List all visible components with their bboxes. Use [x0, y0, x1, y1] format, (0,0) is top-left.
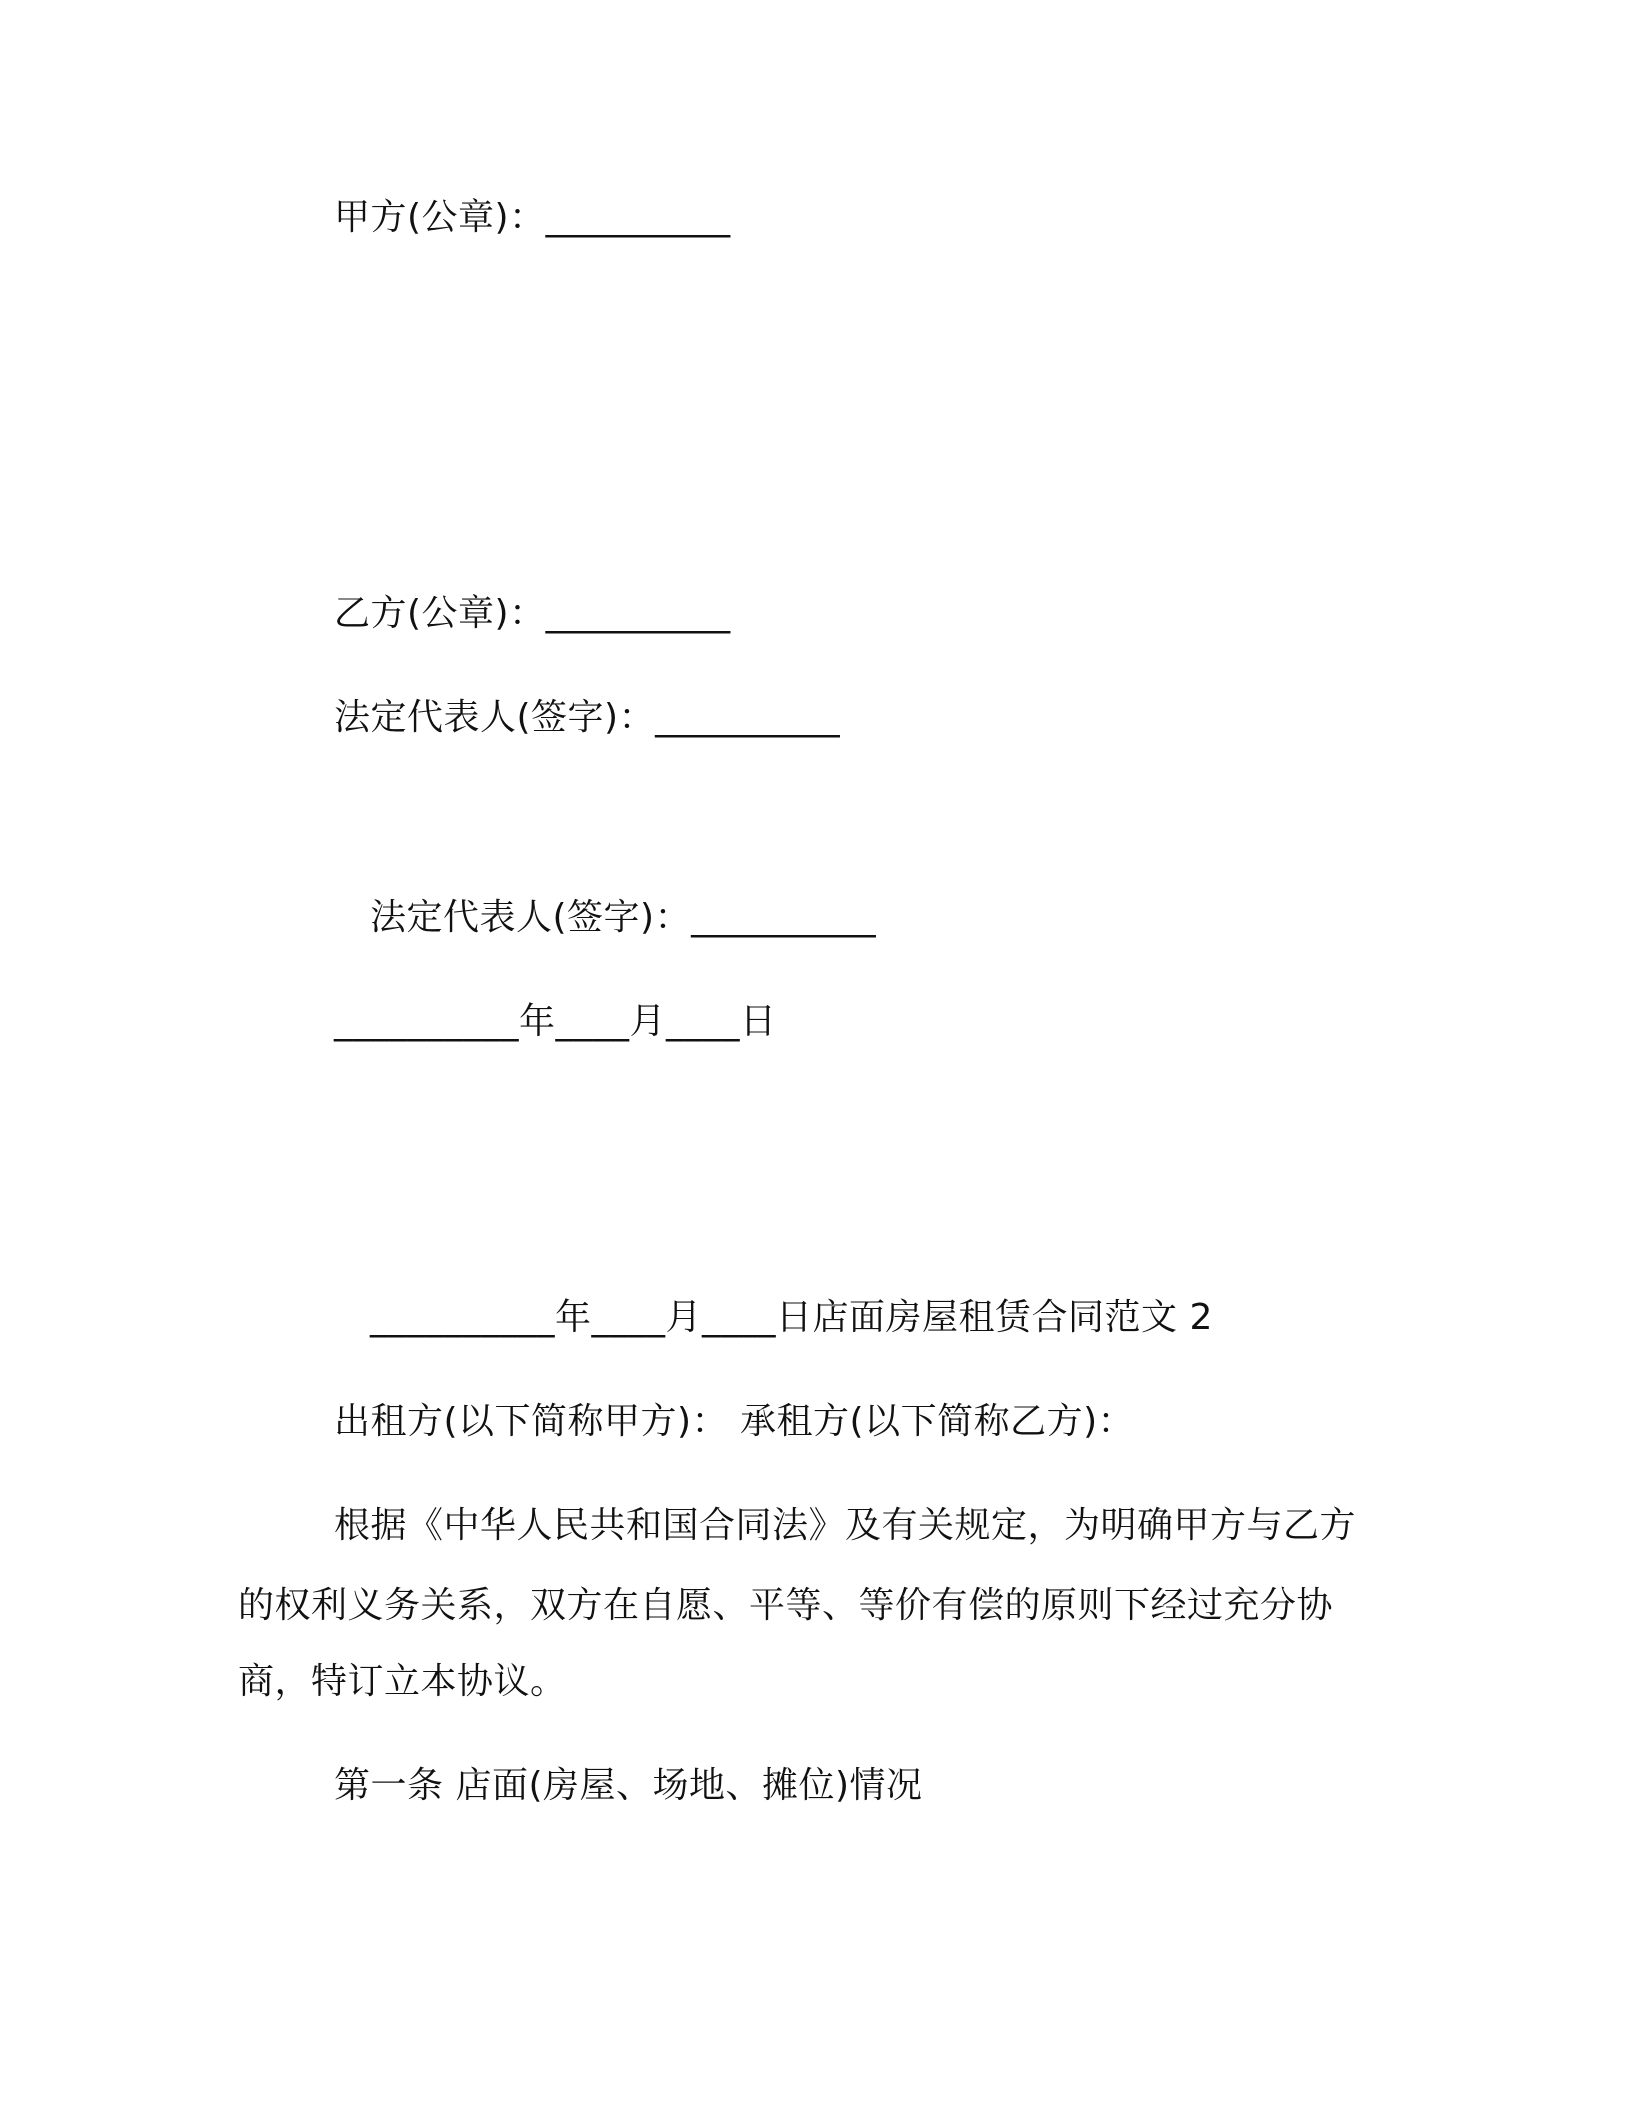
preamble-line-2: 的权利义务关系，双方在自愿、平等、等价有偿的原则下经过充分协 [238, 1585, 1334, 1626]
parties-line: 出租方(以下简称甲方)： 承租方(以下简称乙方)： [334, 1401, 1135, 1442]
article-1-title: 第一条 店面(房屋、场地、摊位)情况 [334, 1765, 923, 1806]
preamble-line-1: 根据《中华人民共和国合同法》及有关规定，为明确甲方与乙方 [334, 1505, 1357, 1546]
preamble-line-3: 商，特订立本协议。 [238, 1661, 567, 1702]
party-a-seal-line: 甲方(公章)：__________ [334, 197, 731, 238]
contract-heading: __________年____月____日店面房屋租赁合同范文 2 [370, 1297, 1213, 1338]
legal-representative-line-1: 法定代表人(签字)：__________ [334, 697, 841, 738]
party-b-seal-line: 乙方(公章)：__________ [334, 593, 731, 634]
signature-date-line: __________年____月____日 [334, 1001, 777, 1042]
legal-representative-line-2: 法定代表人(签字)：__________ [370, 897, 877, 938]
